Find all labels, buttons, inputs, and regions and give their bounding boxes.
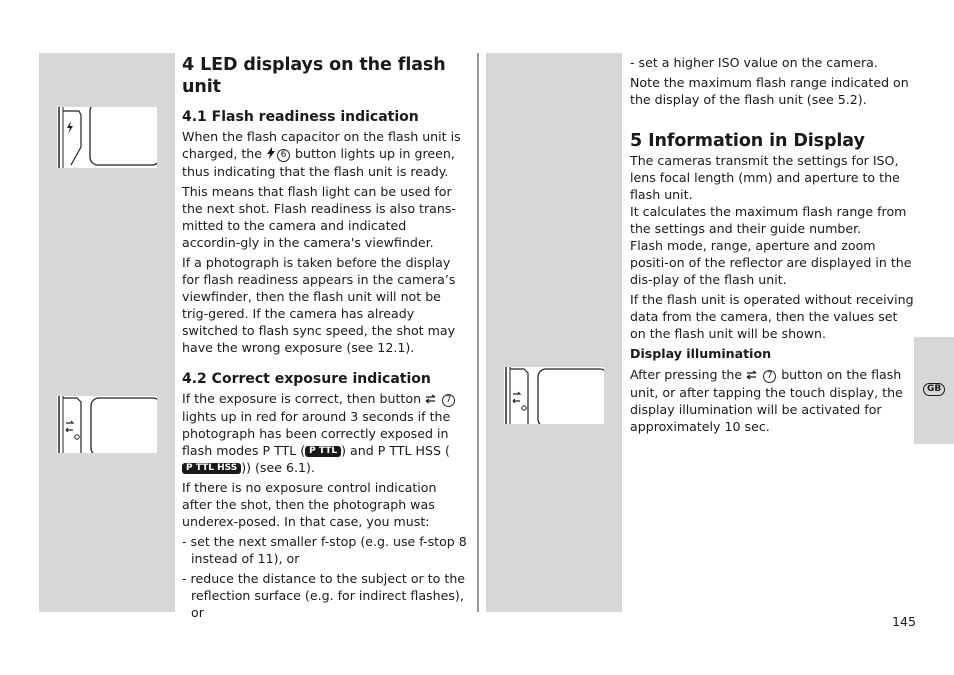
display-illumination-illustration bbox=[504, 367, 604, 424]
button-number-marker: 6 bbox=[277, 149, 290, 162]
list-item: - set the next smaller f-stop (e.g. use f-stop 8 instead of 11), or bbox=[182, 534, 467, 566]
swap-arrows-icon bbox=[425, 391, 437, 408]
range-note: Note the maximum flash range indicated on the display of the flash unit (see 5.2). bbox=[630, 75, 909, 107]
s42-paragraph-2: If there is no exposure control indication after the shot, then the photograph was underex-posed. In that case, you must: bbox=[182, 480, 437, 529]
language-tab[interactable] bbox=[914, 337, 954, 444]
s5-paragraph-2: It calculates the maximum flash range from the settings and their guide number. bbox=[630, 204, 907, 236]
s5-paragraph-3: Flash mode, range, aperture and zoom positi-on of the reflector are displayed in the dis-play of the flash unit. bbox=[630, 238, 912, 287]
s41-paragraph-3: If a photograph is taken before the display for flash readiness appears in the camera’s viewfinder, then the flash unit will not be trig-gered. If the camera has already switched to flash sync speed, the shot may have the wrong exposure (see 12.1). bbox=[182, 255, 456, 355]
pttl-hss-mode-badge: P TTL HSS bbox=[182, 463, 241, 474]
section-4-1-title: 4.1 Flash readiness indication bbox=[182, 109, 419, 125]
lightning-icon bbox=[266, 146, 276, 163]
page-number: 145 bbox=[892, 614, 917, 629]
s5-paragraph-5: After pressing the 7 button on the flash unit, or after tapping the touch display, the display illumination will be activated for approximately 10 sec. bbox=[630, 367, 903, 434]
column-divider bbox=[477, 53, 479, 612]
flash-ready-led-illustration bbox=[57, 107, 157, 168]
list-item: - set a higher ISO value on the camera. bbox=[630, 55, 878, 70]
button-number-marker: 7 bbox=[763, 370, 776, 383]
list-item: - reduce the distance to the subject or to the reflection surface (e.g. for indirect flashes), or bbox=[182, 571, 466, 620]
pttl-mode-badge: P TTL bbox=[305, 446, 341, 457]
section-4-2-title: 4.2 Correct exposure indication bbox=[182, 371, 431, 387]
section-5-title: 5 Information in Display bbox=[630, 131, 865, 151]
s41-paragraph-1: When the flash capacitor on the flash unit is charged, the 6 button lights up in green, thus indicating that the flash unit is ready. bbox=[182, 129, 461, 179]
swap-arrows-icon bbox=[746, 367, 758, 384]
s5-paragraph-1: The cameras transmit the settings for ISO, lens focal length (mm) and aperture to the flash unit. bbox=[630, 153, 900, 202]
display-illumination-title: Display illumination bbox=[630, 346, 772, 361]
left-text-column bbox=[182, 54, 468, 624]
button-number-marker: 7 bbox=[442, 394, 455, 407]
right-text-column bbox=[630, 54, 914, 438]
right-margin-panel bbox=[486, 53, 622, 612]
s42-paragraph-1: If the exposure is correct, then button 7 lights up in red for around 3 seconds if the photograph has been correctly exposed in flash modes P TTL ( P TTL ) and P TTL HSS (P TTL HSS )) (see 6.1). bbox=[182, 390, 468, 476]
language-badge: GB bbox=[923, 383, 945, 396]
section-4-title: 4 LED displays on the flash unit bbox=[182, 55, 446, 97]
s5-paragraph-4: If the flash unit is operated without receiving data from the camera, then the values set on the flash unit will be shown. bbox=[630, 292, 914, 341]
exposure-led-illustration bbox=[57, 396, 157, 453]
s41-paragraph-2: This means that flash light can be used for the next shot. Flash readiness is also trans-mitted to the camera and indicated accordin-gly in the camera's viewfinder. bbox=[182, 184, 456, 250]
